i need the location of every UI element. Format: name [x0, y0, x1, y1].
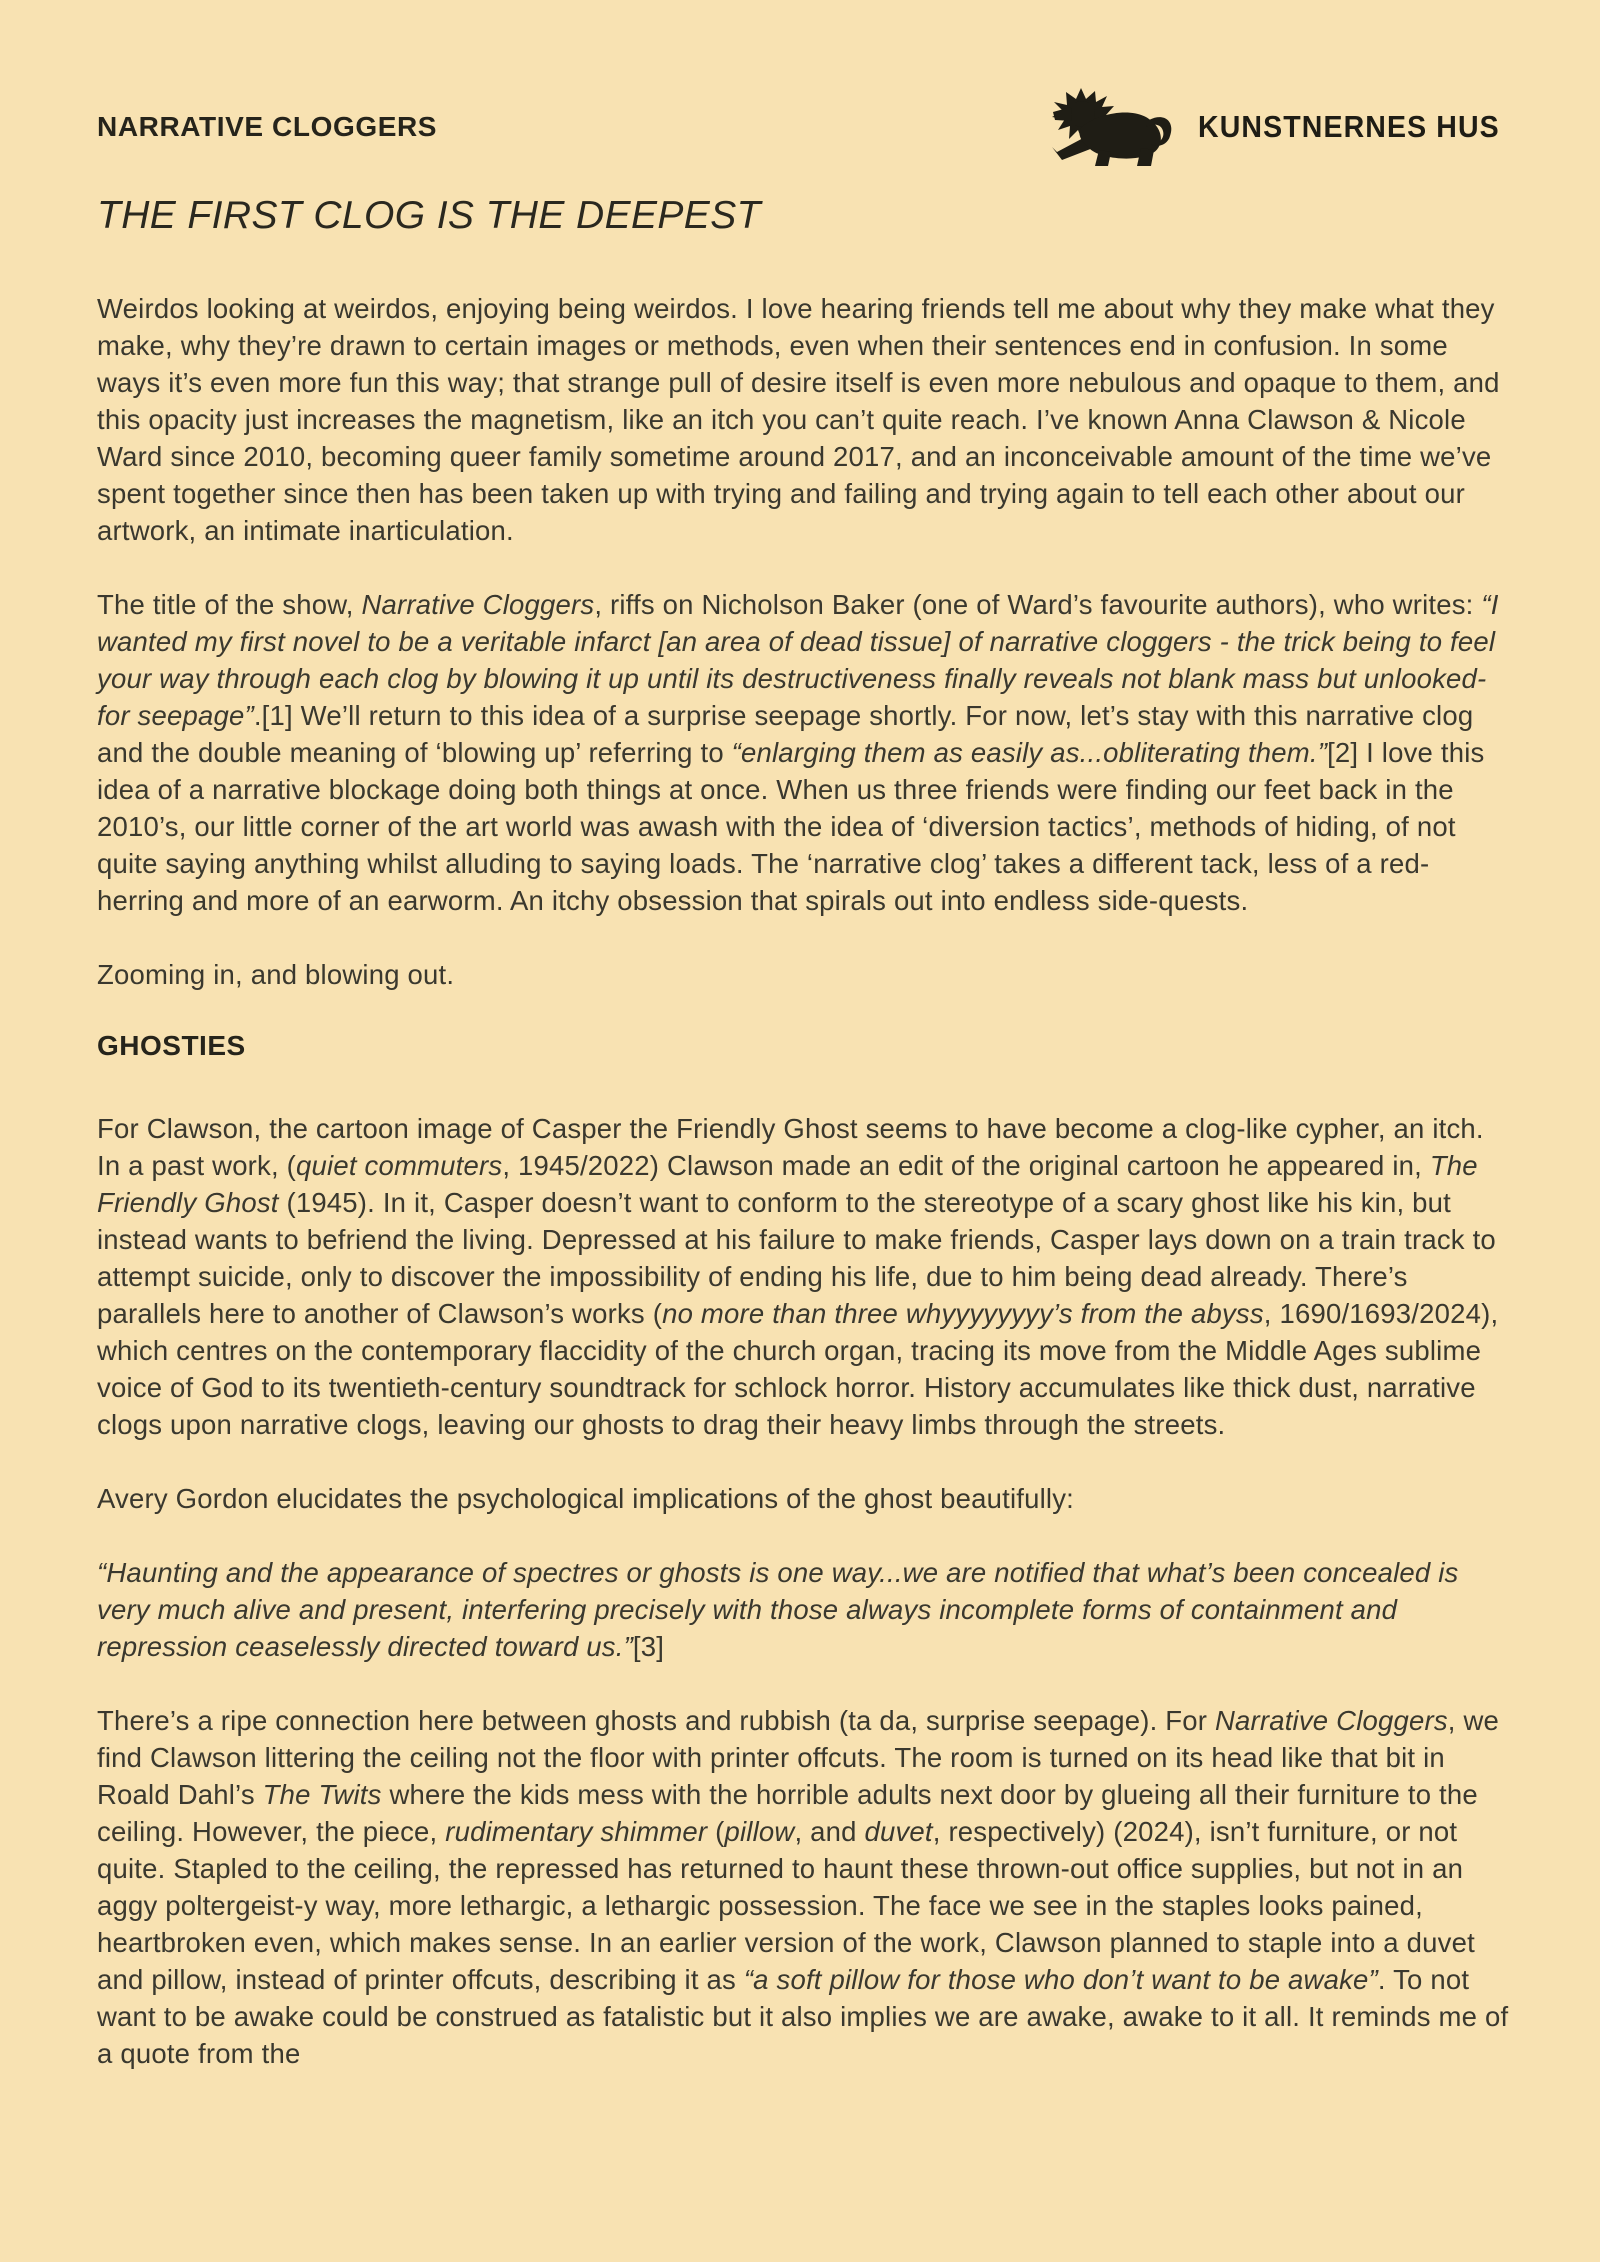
document-kicker: NARRATIVE CLOGGERS	[97, 111, 438, 142]
text-run: .[1] We’ll return to this idea of a surprise seepage shortly. For now, let’s stay with this narrative clog and the double meaning of ‘blowing up’ referring to	[97, 700, 1474, 768]
body-paragraph	[97, 1554, 1512, 1665]
text-run: GHOSTIES	[97, 1030, 246, 1061]
text-run: , we find Clawson littering the ceiling not the floor with printer offcuts. The room is turned on its head like that bit in Roald Dahl’s	[97, 1705, 1500, 1810]
italic-text-run: Narrative Cloggers	[1214, 1705, 1448, 1736]
body-paragraph	[97, 1480, 1512, 1517]
lion-icon	[1041, 86, 1176, 168]
italic-text-run: duvet	[864, 1816, 933, 1847]
italic-text-run: “a soft pillow for those who don’t want to be awake”	[743, 1964, 1378, 1995]
text-run: (1945). In it, Casper doesn’t want to conform to the stereotype of a scary ghost like his kin, but instead wants to befriend the living. Depressed at his failure to make friends, Casper lays down on a train track to attempt suicide, only to discover the impossibility of ending his life, due to him being dead already. There’s parallels here to another of Clawson’s works (	[97, 1187, 1496, 1329]
italic-text-run: Narrative Cloggers	[361, 589, 595, 620]
body-paragraph	[97, 290, 1512, 549]
document-title: THE FIRST CLOG IS THE DEEPEST	[97, 194, 761, 237]
article-body	[97, 290, 1512, 2072]
text-run: , 1690/1693/2024), which centres on the contemporary flaccidity of the church organ, tracing its move from the Middle Ages sublime voice of God to its twentieth-century soundtrack for schlock horror. History accumulates like thick dust, narrative clogs upon narrative clogs, leaving our ghosts to drag their heavy limbs through the streets.	[97, 1298, 1499, 1440]
document-header	[97, 86, 1512, 168]
italic-text-run: quiet commuters	[296, 1150, 503, 1181]
text-run: [2] I love this idea of a narrative blockage doing both things at once. When us three friends were finding our feet back in the 2010’s, our little corner of the art world was awash with the idea of ‘diversion tactics’, methods of hiding, of not quite saying anything whilst alluding to saying loads. The ‘narrative clog’ takes a different tack, less of a red-herring and more of an earworm. An itchy obsession that spirals out into endless side-quests.	[97, 737, 1485, 916]
text-run: For Clawson, the cartoon image of Casper the Friendly Ghost seems to have become a clog-like cypher, an itch. In a past work, (	[97, 1113, 1484, 1181]
logo-wordmark: KUNSTNERNES HUS	[1197, 109, 1500, 144]
italic-text-run: “enlarging them as easily as...obliterating them.”	[731, 737, 1328, 768]
text-run: , and	[794, 1816, 865, 1847]
text-run: , respectively) (2024), isn’t furniture, or not quite. Stapled to the ceiling, the repressed has returned to haunt these thrown-out office supplies, but not in an aggy poltergeist-y way, more lethargic, a lethargic possession. The face we see in the staples looks pained, heartbroken even, which makes sense. In an earlier version of the work, Clawson planned to staple into a duvet and pillow, instead of printer offcuts, describing it as	[97, 1816, 1475, 1995]
body-paragraph	[97, 956, 1512, 993]
text-run: (	[707, 1816, 725, 1847]
italic-text-run: The Friendly Ghost	[97, 1150, 1478, 1218]
body-paragraph	[97, 1110, 1512, 1443]
text-run: , 1945/2022) Clawson made an edit of the original cartoon he appeared in,	[502, 1150, 1430, 1181]
italic-text-run: pillow	[724, 1816, 795, 1847]
italic-text-run: “Haunting and the appearance of spectres or ghosts is one way...we are notified that what’s been concealed is very much alive and present, interfering precisely with those always incomplete forms of containment and repression ceaselessly directed toward us.”	[97, 1557, 1459, 1662]
italic-text-run: “I wanted my first novel to be a veritable infarct [an area of dead tissue] of narrative cloggers - the trick being to feel your way through each clog by blowing it up until its destructiveness finally reveals not blank mass but unlooked-for seepage”	[97, 589, 1499, 731]
text-run: , riffs on Nicholson Baker (one of Ward’s favourite authors), who writes:	[594, 589, 1482, 620]
text-run: There’s a ripe connection here between ghosts and rubbish (ta da, surprise seepage). For	[97, 1705, 1215, 1736]
body-paragraph	[97, 1702, 1512, 2072]
text-run: Weirdos looking at weirdos, enjoying being weirdos. I love hearing friends tell me about why they make what they make, why they’re drawn to certain images or methods, even when their sentences end in confusion. In some ways it’s even more fun this way; that strange pull of desire itself is even more nebulous and opaque to them, and this opacity just increases the magnetism, like an itch you can’t quite reach. I’ve known Anna Clawson & Nicole Ward since 2010, becoming queer family sometime around 2017, and an inconceivable amount of the time we’ve spent together since then has been taken up with trying and failing and trying again to tell each other about our artwork, an intimate inarticulation.	[97, 293, 1500, 546]
body-paragraph	[97, 586, 1512, 919]
italic-text-run: The Twits	[262, 1779, 382, 1810]
text-run: Avery Gordon elucidates the psychological implications of the ghost beautifully:	[97, 1483, 1075, 1514]
italic-text-run: rudimentary shimmer	[445, 1816, 708, 1847]
text-run: [3]	[632, 1631, 665, 1662]
section-heading	[97, 1030, 1512, 1062]
kunstnernes-hus-logo	[1041, 86, 1526, 168]
text-run: Zooming in, and blowing out.	[97, 959, 455, 990]
text-run: . To not want to be awake could be construed as fatalistic but it also implies we are awake, awake to it all. It reminds me of a quote from the	[97, 1964, 1509, 2069]
text-run: The title of the show,	[97, 589, 362, 620]
italic-text-run: no more than three whyyyyyyyy’s from the abyss	[662, 1298, 1264, 1329]
text-run: where the kids mess with the horrible adults next door by glueing all their furniture to the ceiling. However, the piece,	[97, 1779, 1478, 1847]
